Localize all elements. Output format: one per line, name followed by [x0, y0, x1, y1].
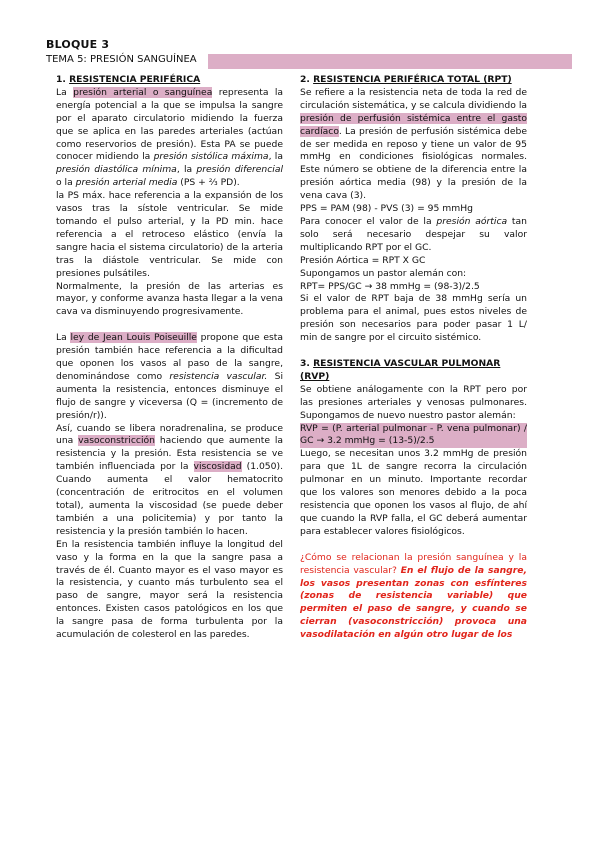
highlight-perfusion-pressure: presión de perfusión sistémica entre el gasto cardíaco [300, 112, 527, 137]
topic-highlight-bar [208, 54, 572, 69]
paragraph: Supongamos un pastor alemán con: [300, 267, 467, 279]
highlight-poiseuille: ley de Jean Louis Poiseuille [70, 332, 197, 344]
highlight-blood-pressure: presión arterial o sanguínea [73, 86, 213, 98]
highlight-vasoconstriction: vasoconstricción [78, 435, 155, 447]
paragraph: Si el valor de RPT baja de 38 mmHg sería un problema para el animal, pues estos niveles de presión son necesarios para poder pasar 1 L/ min de sangre por el circuito sistémico. [300, 293, 527, 344]
paragraph: En la resistencia también influye la longitud del vaso y la forma en la que la sangre pasa a través de él. Cuanto mayor es el vaso mayor es la resistencia, y cuanto más turbulento sea el paso de sangre, mayor será la resistencia entonces. Existen casos patológicos en los que la sangre pasa de forma turbulenta por la acumulación de colesterol en las paredes. [56, 538, 283, 641]
section-2-title: RESISTENCIA PERIFÉRICA TOTAL (RPT) [313, 74, 512, 85]
question-paragraph [300, 552, 527, 642]
paragraph: Así, cuando se libera noradrenalina, se produce una vasoconstricción haciendo que aumente la resistencia y la presión. Esta resistencia se ve también influenciada por la viscosidad (1.050). Cuando aumenta el valor hematocrito (concentración de eritrocitos en el volumen total), aumenta la viscosidad (se puede deber también a una policitemia) y por tanto la resistencia y la presión también lo hacen. [56, 422, 284, 537]
section-1-heading: 1. RESISTENCIA PERIFÉRICA [56, 74, 201, 85]
paragraph: Se obtiene análogamente con la RPT pero por las presiones arteriales y venosas pulmonares. Supongamos de nuevo nuestro pastor alemán: [300, 383, 527, 421]
formula-rvp: RVP = (P. arterial pulmonar - P. vena pulmonar) / GC → 3.2 mmHg = (13-5)/2.5 [300, 422, 527, 447]
paragraph: Luego, se necesitan unos 3.2 mmHg de presión para que 1L de sangre recorra la circulación pulmonar en un minuto. Importante recordar que los valores son menores debido a la poca resistencia que oponen los vasos al flujo, de ahí que cuando la RVP falla, el GC deberá aumentar para establecer valores fisiológicos. [300, 448, 527, 537]
right-column [300, 74, 527, 642]
section-2-heading: 2. RESISTENCIA PERIFÉRICA TOTAL (RPT) [300, 74, 512, 85]
block-title: BLOQUE 3 [46, 38, 110, 51]
section-3-heading: 3. RESISTENCIA VASCULAR PULMONAR (RVP) [300, 358, 501, 382]
topic-row [46, 54, 526, 69]
paragraph: Normalmente, la presión de las arterias es mayor, y conforme avanza hasta llegar a la vena cava va disminuyendo progresivamente. [56, 280, 283, 318]
paragraph: La presión arterial o sanguínea representa la energía potencial a la que se impulsa la sangre por el aparato circulatorio midiendo la fuerza que se aplica en las paredes arteriales (actúan como reservorios de presión). Esta PA se puede conocer midiendo la presión sistólica máxima, la presión diastólica mínima, la presión diferencial o la presión arterial media (PS + ⅔ PD). [56, 86, 284, 189]
answer-text: En el flujo de la sangre, los vasos presentan zonas con esfínteres (zonas de resistencia variable) que permiten el paso de sangre, y cuando se cierran (vasoconstricción) provoca una vasodilatación en algún otro lugar de los [300, 564, 528, 641]
paragraph: La ley de Jean Louis Poiseuille propone que esta presión también hace referencia a la dificultad que oponen los vasos al paso de la sangre, denominándose como resistencia vascular. Si aumenta la resistencia, entonces disminuye el flujo de sangre y viceversa (Q = (incremento de presión/r)). [56, 332, 284, 421]
left-column [56, 74, 283, 642]
paragraph: Para conocer el valor de la presión aórtica tan solo será necesario despejar su valor multiplicando RPT por el GC. [300, 215, 527, 253]
formula-aortic-pressure: Presión Aórtica = RPT X GC [300, 254, 426, 266]
section-1-title: RESISTENCIA PERIFÉRICA [69, 74, 201, 85]
paragraph: la PS máx. hace referencia a la expansión de los vasos tras la sístole ventricular. Se mide tomando el pulso arterial, y la PD min. hace referencia a el retroceso elástico (envía la sangre hacia el sistema circulatorio) de la arteria tras la diástole ventricular. Se mide con presiones pulsátiles. [56, 190, 283, 279]
paragraph: Se refiere a la resistencia neta de toda la red de circulación sistemática, y se calcula dividiendo la presión de perfusión sistémica entre el gasto cardíaco. La presión de perfusión sistémica debe de ser medida en reposo y tiene un valor de 95 mmHg en condiciones fisiológicas normales. Este número se obtiene de la diferencia entre la presión aórtica media (98) y la presión de la vena cava (3). [300, 86, 527, 202]
topic-title: TEMA 5: PRESIÓN SANGUÍNEA [46, 54, 197, 65]
question-text: ¿Cómo se relacionan la presión sanguínea y la resistencia vascular? [300, 551, 527, 576]
formula-rpt: RPT= PPS/GC → 38 mmHg = (98-3)/2.5 [300, 280, 480, 292]
section-3-title: RESISTENCIA VASCULAR PULMONAR (RVP) [300, 358, 501, 382]
highlight-viscosity: viscosidad [193, 461, 242, 473]
formula-pps: PPS = PAM (98) - PVS (3) = 95 mmHg [300, 203, 473, 215]
